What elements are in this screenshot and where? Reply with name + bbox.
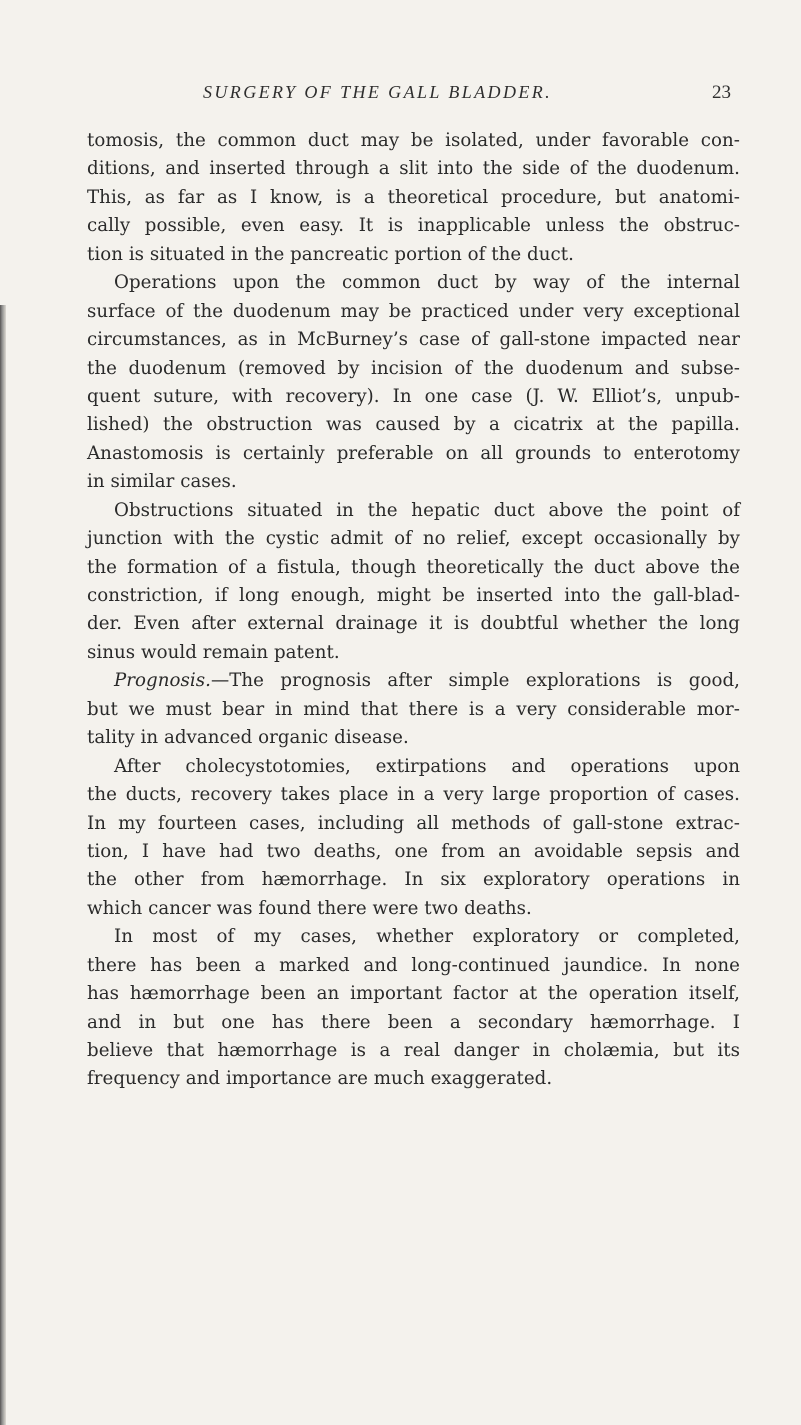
page-edge-shadow: [0, 305, 6, 1425]
text-line: lished) the obstruction was caused by a cicatrix at the papilla.: [87, 414, 740, 436]
prognosis-paragraph-line: [87, 667, 740, 695]
text-line: surface of the duodenum may be practiced under very exceptional: [87, 300, 740, 322]
prognosis-heading: Prognosis.: [114, 670, 211, 692]
text-line: frequency and importance are much exaggerated.: [87, 1068, 553, 1090]
text-line: sinus would remain patent.: [87, 641, 340, 663]
running-head: [0, 82, 801, 110]
text-line: there has been a marked and long-continued jaundice. In none: [87, 954, 740, 976]
text-line: tion, I have had two deaths, one from an avoidable sepsis and: [87, 840, 740, 862]
text-line: in similar cases.: [87, 471, 237, 493]
text-line: der. Even after external drainage it is doubtful whether the long: [87, 613, 740, 635]
paragraph-start-line: In most of my cases, whether exploratory or completed,: [114, 926, 740, 948]
prognosis-text: —The prognosis after simple explorations is good,: [210, 670, 740, 692]
text-line: the duodenum (removed by incision of the duodenum and subse-: [87, 357, 740, 379]
text-line: tomosis, the common duct may be isolated, under favorable con-: [87, 130, 740, 151]
text-line: In my fourteen cases, including all methods of gall-stone extrac-: [87, 812, 740, 834]
paragraph-start-line: Operations upon the common duct by way of the internal: [114, 272, 740, 294]
text-line: circumstances, as in McBurney’s case of gall-stone impacted near: [87, 329, 740, 351]
text-line: has hæmorrhage been an important factor at the operation itself,: [87, 983, 740, 1005]
text-line: cally possible, even easy. It is inapplicable unless the obstruc-: [87, 215, 740, 237]
paragraph-start-line: After cholecystotomies, extirpations and operations upon: [114, 755, 740, 777]
text-line: the other from hæmorrhage. In six exploratory operations in: [87, 869, 740, 891]
page-number: 23: [712, 82, 731, 103]
body-text: [87, 127, 740, 1094]
paragraph-start-line: Obstructions situated in the hepatic duct above the point of: [114, 499, 740, 521]
text-line: tality in advanced organic disease.: [87, 727, 409, 749]
text-line: but we must bear in mind that there is a very considerable mor-: [87, 698, 740, 720]
text-line: the ducts, recovery takes place in a very large proportion of cases.: [87, 784, 740, 806]
text-line: This, as far as I know, is a theoretical procedure, but anatomi-: [87, 186, 740, 208]
text-line: believe that hæmorrhage is a real danger in cholæmia, but its: [87, 1040, 740, 1061]
text-line: and in but one has there been a secondary hæmorrhage. I: [87, 1011, 740, 1033]
text-line: ditions, and inserted through a slit into the side of the duodenum.: [87, 158, 740, 180]
text-line: the formation of a fistula, though theoretically the duct above the: [87, 556, 740, 578]
text-line: quent suture, with recovery). In one case (J. W. Elliot’s, unpub-: [87, 385, 740, 407]
running-title: SURGERY OF THE GALL BLADDER.: [203, 82, 553, 102]
text-line: junction with the cystic admit of no relief, except occasionally by: [87, 528, 740, 550]
text-line: Anastomosis is certainly preferable on all grounds to enterotomy: [87, 442, 740, 464]
text-line: tion is situated in the pancreatic portion of the duct.: [87, 243, 574, 265]
text-line: constriction, if long enough, might be inserted into the gall-blad-: [87, 585, 740, 606]
text-line: which cancer was found there were two deaths.: [87, 897, 532, 919]
